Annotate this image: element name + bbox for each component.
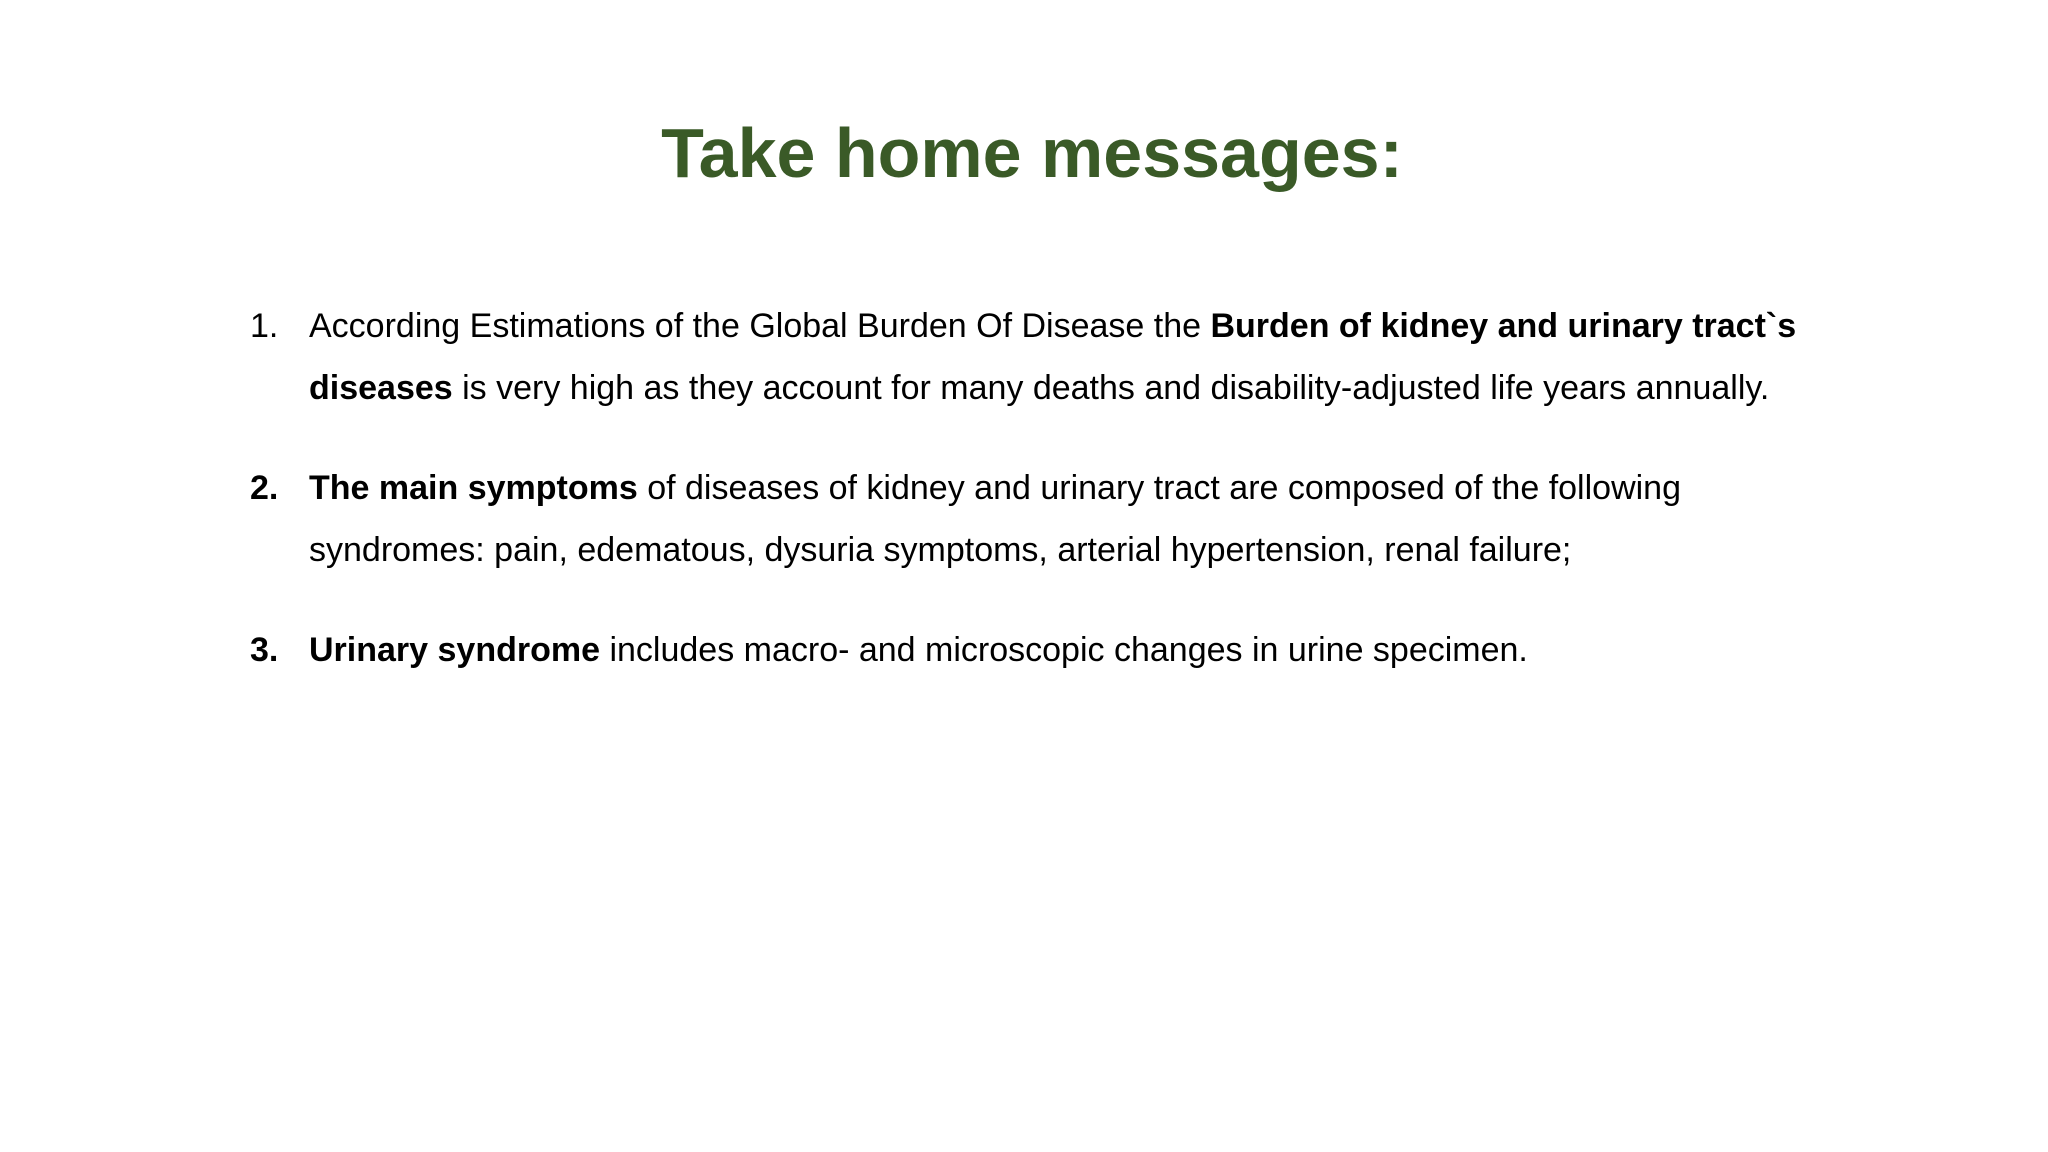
item-number: 1. (250, 307, 279, 345)
item-number: 3. (250, 631, 279, 669)
item-text: includes macro- and microscopic changes in urine specimen. (600, 631, 1528, 669)
item-bold-text: The main symptoms (309, 469, 638, 507)
slide-title: Take home messages: (661, 114, 1403, 192)
item-number: 2. (250, 469, 279, 507)
item-bold-text: Burden of kidney and urinary tract`s diseases (309, 307, 1797, 407)
item-bold-text: Urinary syndrome (309, 631, 600, 669)
item-text: of diseases of kidney and urinary tract are composed of the following syndromes: pain, edematous, dysuria symptoms, arterial hypertension, renal failure; (309, 469, 1681, 569)
item-text: According Estimations of the Global Burden Of Disease the (309, 307, 1211, 345)
messages-list (250, 295, 1850, 719)
list-item (250, 457, 1850, 581)
list-item (250, 295, 1850, 419)
item-text: is very high as they account for many deaths and disability-adjusted life years annually. (452, 369, 1770, 407)
list-item (250, 619, 1850, 681)
